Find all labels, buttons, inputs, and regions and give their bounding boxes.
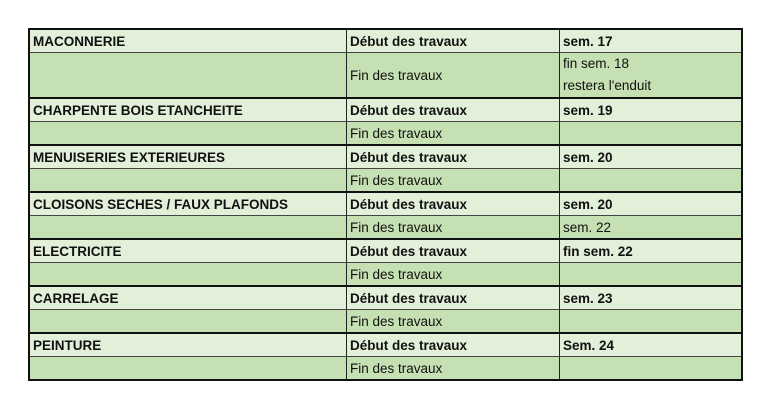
debut-label: Début des travaux bbox=[347, 192, 560, 216]
lot-empty-cell bbox=[29, 357, 347, 381]
table-row bbox=[29, 98, 742, 122]
schedule-table bbox=[28, 28, 743, 381]
debut-label: Début des travaux bbox=[347, 29, 560, 53]
fin-value bbox=[560, 122, 743, 146]
debut-label: Début des travaux bbox=[347, 98, 560, 122]
table-row bbox=[29, 263, 742, 287]
debut-value: fin sem. 22 bbox=[560, 239, 743, 263]
lot-empty-cell bbox=[29, 310, 347, 334]
lot-name: ELECTRICITE bbox=[29, 239, 347, 263]
debut-value: sem. 20 bbox=[560, 145, 743, 169]
table-row bbox=[29, 29, 742, 53]
fin-label: Fin des travaux bbox=[347, 169, 560, 193]
table-row bbox=[29, 122, 742, 146]
table-row bbox=[29, 357, 742, 381]
table-row bbox=[29, 239, 742, 263]
lot-name: MACONNERIE bbox=[29, 29, 347, 53]
debut-value: Sem. 24 bbox=[560, 333, 743, 357]
lot-empty-cell bbox=[29, 53, 347, 99]
table-row bbox=[29, 145, 742, 169]
table-row bbox=[29, 333, 742, 357]
lot-empty-cell bbox=[29, 169, 347, 193]
table-row bbox=[29, 53, 742, 99]
fin-value-line: fin sem. 18 bbox=[563, 56, 630, 71]
debut-value: sem. 17 bbox=[560, 29, 743, 53]
fin-value bbox=[560, 263, 743, 287]
debut-value: sem. 20 bbox=[560, 192, 743, 216]
fin-label: Fin des travaux bbox=[347, 357, 560, 381]
lot-empty-cell bbox=[29, 216, 347, 240]
lot-name: CLOISONS SECHES / FAUX PLAFONDS bbox=[29, 192, 347, 216]
fin-value bbox=[560, 310, 743, 334]
debut-value: sem. 23 bbox=[560, 286, 743, 310]
debut-label: Début des travaux bbox=[347, 333, 560, 357]
fin-value bbox=[560, 169, 743, 193]
fin-label: Fin des travaux bbox=[347, 216, 560, 240]
debut-label: Début des travaux bbox=[347, 239, 560, 263]
fin-label: Fin des travaux bbox=[347, 310, 560, 334]
fin-label: Fin des travaux bbox=[347, 263, 560, 287]
fin-label: Fin des travaux bbox=[347, 53, 560, 99]
table-row bbox=[29, 192, 742, 216]
fin-label: Fin des travaux bbox=[347, 122, 560, 146]
fin-value bbox=[560, 357, 743, 381]
table-row bbox=[29, 286, 742, 310]
lot-empty-cell bbox=[29, 122, 347, 146]
lot-name: MENUISERIES EXTERIEURES bbox=[29, 145, 347, 169]
debut-label: Début des travaux bbox=[347, 145, 560, 169]
lot-name: CHARPENTE BOIS ETANCHEITE bbox=[29, 98, 347, 122]
table-row bbox=[29, 169, 742, 193]
table-row bbox=[29, 310, 742, 334]
table-row bbox=[29, 216, 742, 240]
lot-name: CARRELAGE bbox=[29, 286, 347, 310]
fin-value: sem. 22 bbox=[560, 216, 743, 240]
debut-value: sem. 19 bbox=[560, 98, 743, 122]
debut-label: Début des travaux bbox=[347, 286, 560, 310]
fin-value-line: restera l'enduit bbox=[563, 78, 652, 93]
fin-value bbox=[560, 53, 743, 99]
lot-name: PEINTURE bbox=[29, 333, 347, 357]
lot-empty-cell bbox=[29, 263, 347, 287]
